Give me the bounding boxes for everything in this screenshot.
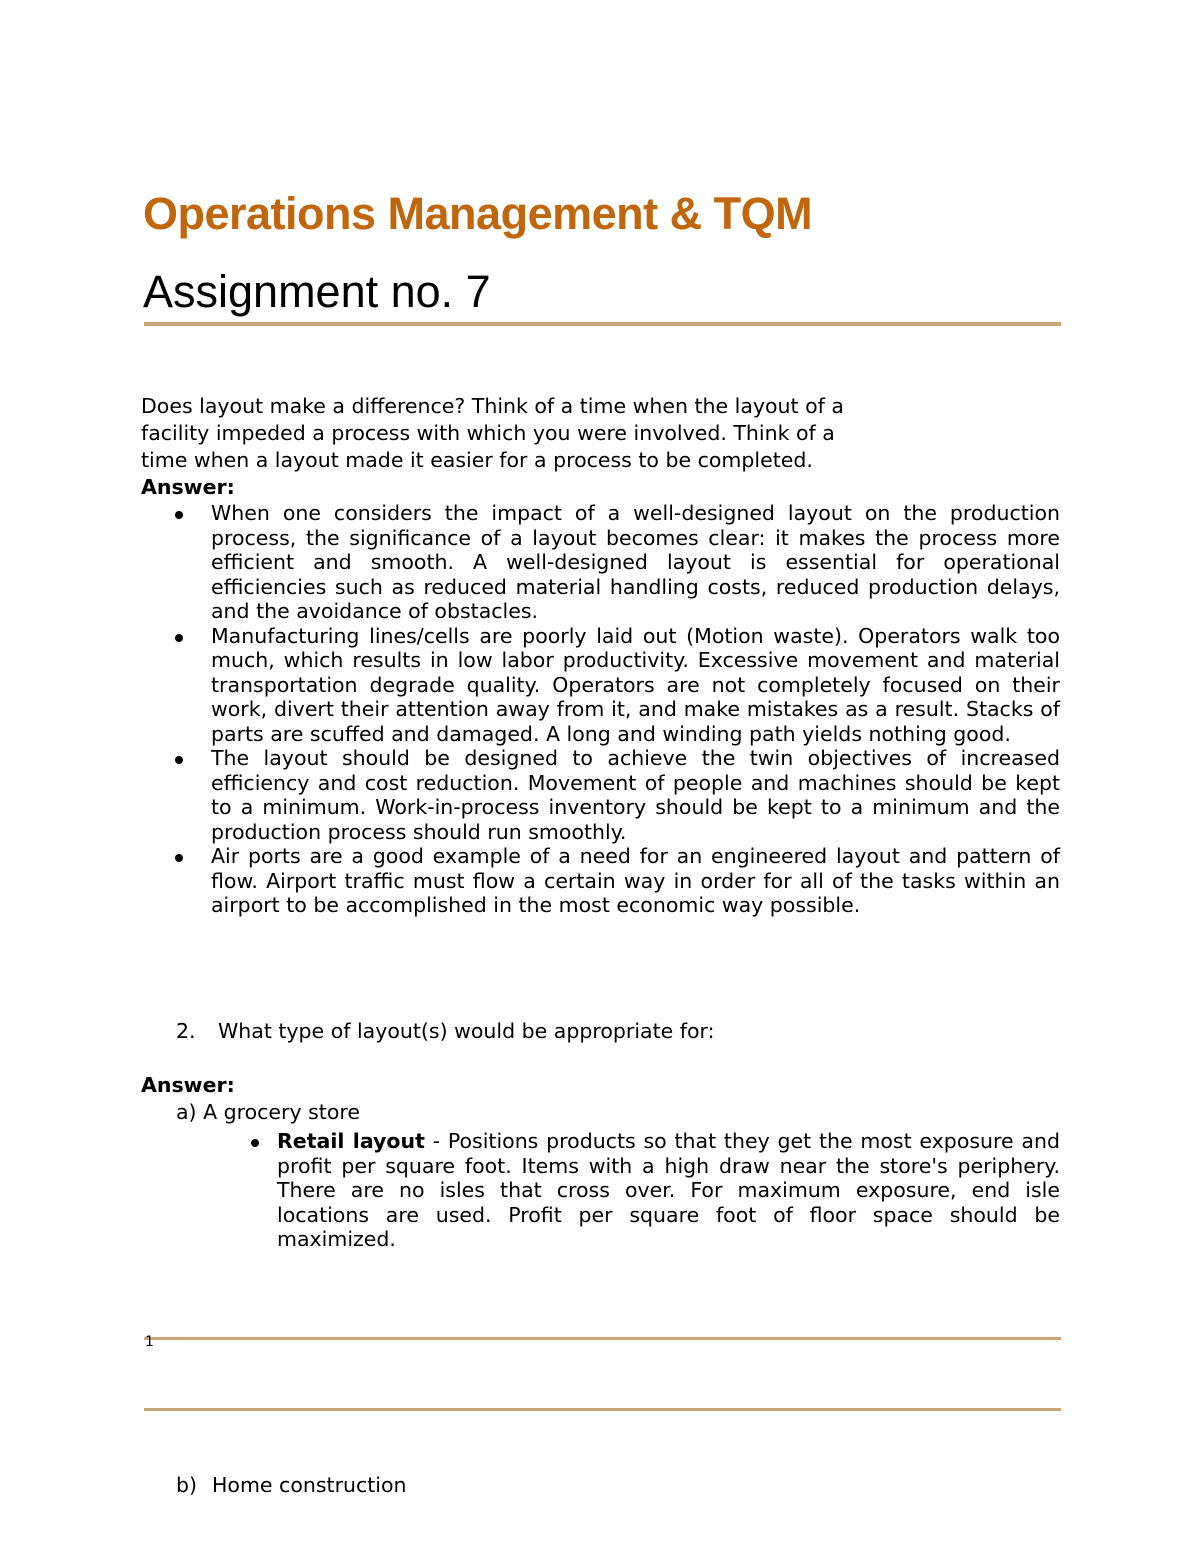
document-subtitle: Assignment no. 7 (143, 266, 491, 317)
question-2 (176, 1018, 715, 1045)
list-item-text: Manufacturing lines/cells are poorly laid out (Motion waste). Operators walk too much, which results in low labor productivity. Excessive movement and material transportation degrade quality. Operators are not completely focused on their work, divert their attention away from it, and make mistakes as a result. Stacks of parts are scuffed and damaged. A long and winding path yields nothing good. (211, 623, 1060, 746)
question-1-line: Does layout make a difference? Think of a time when the layout of a (141, 394, 844, 418)
list-item (170, 501, 1060, 624)
list-item (170, 746, 1060, 844)
retail-layout-term: Retail layout (277, 1129, 425, 1153)
answer-1-list (170, 501, 1060, 918)
list-item-text: Air ports are a good example of a need for an engineered layout and pattern of flow. Airport traffic must flow a certain way in order for all of the tasks within an airport to be accomplished in the most economic way possible. (211, 844, 1060, 917)
bullet-icon (175, 511, 183, 519)
answer-label-1: Answer: (141, 475, 235, 499)
footer-divider (144, 1337, 1061, 1340)
answer-a-list (245, 1129, 1060, 1252)
retail-layout-text: - Positions products so that they get the most exposure and profit per square foot. Items with a high draw near the store's periphery. There are no isles that cross over. For maximum exposure, end isle locations are used. Profit per square foot of floor space should be maximized. (277, 1129, 1060, 1251)
bullet-icon (175, 756, 183, 764)
sub-question-a: a) A grocery store (176, 1100, 360, 1124)
sub-question-b-text: Home construction (212, 1473, 407, 1497)
title-divider (144, 322, 1061, 326)
document-title: Operations Management & TQM (143, 188, 813, 239)
list-item (170, 624, 1060, 747)
question-1-line: facility impeded a process with which you were involved. Think of a (141, 421, 835, 445)
bullet-icon (251, 1139, 259, 1147)
question-1-line: time when a layout made it easier for a process to be completed. (141, 448, 813, 472)
question-2-text: What type of layout(s) would be appropriate for: (218, 1019, 715, 1043)
question-1 (141, 393, 941, 474)
sub-question-b-label: b) (176, 1473, 198, 1497)
list-item-text: When one considers the impact of a well-designed layout on the production process, the significance of a layout becomes clear: it makes the process more efficient and smooth. A well-designed layout is essential for operational efficiencies such as reduced material handling costs, reduced production delays, and the avoidance of obstacles. (211, 501, 1060, 623)
header-divider (144, 1408, 1061, 1411)
question-2-number: 2. (176, 1019, 196, 1043)
bullet-icon (175, 634, 183, 642)
page-number: 1 (145, 1334, 154, 1350)
list-item (170, 844, 1060, 918)
list-item (245, 1129, 1060, 1252)
answer-label-2: Answer: (141, 1073, 235, 1097)
list-item-text: The layout should be designed to achieve the twin objectives of increased efficiency and cost reduction. Movement of people and machines should be kept to a minimum. Work-in-process inventory should be kept to a minimum and the production process should run smoothly. (211, 746, 1060, 844)
sub-question-b (176, 1472, 407, 1499)
bullet-icon (175, 854, 183, 862)
